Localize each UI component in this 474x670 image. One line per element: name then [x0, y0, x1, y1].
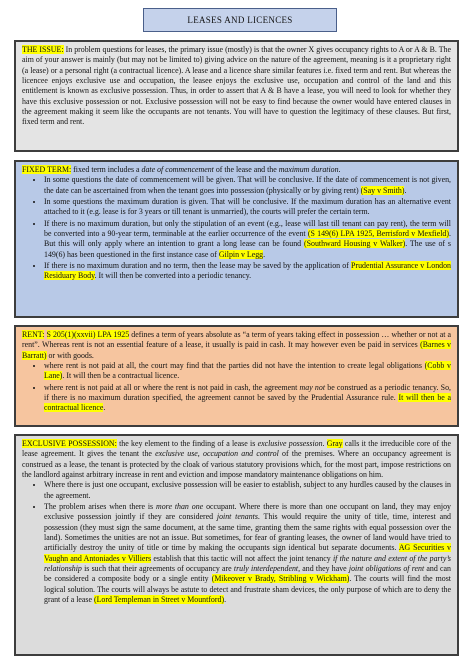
list-item-text: Where there is just one occupant, exclusive possession will be easier to establish, subject to any hurdles caused by the clauses in the agreement.	[44, 480, 451, 500]
list-item-text: .	[103, 403, 106, 413]
rent-section	[14, 325, 459, 427]
list-item-text: If there is no maximum duration, but only the stipulation of an event (e.g., lease will last till tenant can pay rent), the term will be converted into a 90-year term, terminable at the earlier occurrence of the event	[44, 218, 451, 239]
case-citation: (S 149(6) LPA 1925, Berrisford v Mexfield)	[307, 229, 449, 239]
list-item-text: In some questions the maximum duration is given. That will be conclusive. If the maximum duration has an alternative event attached to it (e.g. lease is for 3 years or till tenant is unmarried), the courts will prefer the certain term.	[44, 197, 451, 217]
rent-intro-text: defines a term of years absolute as “a term of years taking effect in possession … whether or not at a rent”. Whereas rent is not an essential feature of a lease, it usually is paid in cash. It may however even be paid in services	[22, 330, 451, 350]
list-item	[44, 361, 451, 382]
list-item	[44, 261, 451, 282]
list-item-text: .	[263, 249, 266, 259]
case-citation: AG Securities v Vaughn and Antoniades v Villiers	[44, 543, 451, 563]
fixed-term-intro-text: fixed term includes a	[71, 165, 142, 174]
list-item	[44, 197, 451, 218]
list-item-text: .	[404, 185, 407, 195]
rent-label: RENT:	[22, 330, 45, 339]
emphasis-text: if the nature and extent of the party’s relationship	[44, 553, 452, 574]
issue-paragraph	[22, 45, 451, 128]
case-citation: (Southward Housing v Walker)	[303, 239, 406, 249]
fixed-term-intro-text: .	[338, 165, 341, 174]
fixed-term-label: FIXED TERM:	[22, 165, 72, 174]
emphasis-text: maximum duration	[278, 165, 339, 174]
list-item-text: where rent is not paid at all or where the rent is not paid in cash, the agreement	[44, 382, 300, 392]
list-item-text: .	[224, 595, 227, 605]
list-item-text: and can be considered a composite body or a single entity	[44, 564, 451, 584]
case-citation: (Mikeover v Brady, Stribling v Wickham)	[211, 574, 350, 584]
list-item-text: . This would require the unity of title, time, interest and possession (they must sign the same document, at the same time, granting them the same rights with equal possession over the land). Sometimes the unities are not an issue. But sometimes, for fear of granting leases, the owner of land would have tried to artificially destroy the unity of title or time by making the occupants sign identical but separate documents.	[44, 512, 451, 553]
exclusive-intro-text: the key element to the finding of a lease is	[116, 439, 258, 448]
list-item-text: . But this will only apply where an intention to grant a long lease can be found	[44, 229, 451, 249]
issue-section	[14, 40, 459, 152]
list-item-text: be construed as a periodic tenancy. So, if there is no maximum duration specified, the agreement cannot be saved by the Prudential Assurance rule.	[44, 382, 451, 403]
exclusive-list	[22, 480, 451, 605]
page-title: LEASES AND LICENCES	[143, 8, 337, 32]
list-item-text: . It will then be a contractual licence.	[62, 371, 180, 381]
list-item-text: establish that this tactic will not affect the joint tenancy	[151, 553, 333, 563]
case-citation: Gray	[326, 439, 343, 448]
fixed-term-intro	[22, 165, 451, 175]
list-item-text: occupant. Where there is more than one occupant on land, they may enjoy exclusive possession jointly if they are considered	[44, 502, 451, 522]
case-citation: Prudential Assurance v London Residuary Body	[44, 261, 451, 281]
list-item	[44, 219, 451, 260]
statute-citation: S 205(1)(xxvii) LPA 1925	[46, 330, 130, 339]
exclusive-intro-text: of the premises. Where an occupancy agreement is construed as a lease, the tenant is protected by the cloak of various statutory provisions which, for the most part, impose restrictions on the landlord against arbitrary increase in rent and eviction and impose mandatory maintenance obligations on him.	[22, 449, 451, 480]
emphasis-text: exclusive possession	[257, 439, 323, 448]
exclusive-intro-text: calls it the irreducible core of the lease agreement. It gives the tenant the	[22, 439, 451, 459]
case-citation: (Say v Smith)	[360, 185, 405, 195]
list-item-text: . The courts will find the most logical solution. The courts will always be astute to detect and frustrate sham devices, the only purpose of which are to deny the grant of a lease	[44, 574, 451, 605]
list-item	[44, 175, 451, 196]
exclusive-possession-section	[14, 434, 459, 656]
list-item-text: . It will then be converted into a periodic tenancy.	[94, 271, 252, 281]
issue-label: THE ISSUE:	[22, 45, 64, 54]
exclusive-label: EXCLUSIVE POSSESSION:	[22, 439, 117, 448]
list-item	[44, 480, 451, 501]
case-citation: Gilpin v Legg	[218, 249, 264, 259]
rent-list	[22, 361, 451, 414]
case-citation: (Lord Templeman in Street v Mountford)	[93, 595, 225, 605]
list-item	[44, 502, 451, 605]
emphasis-text: truly interdependent	[233, 564, 299, 574]
list-item-text: In some questions the date of commencement will be given. That will be conclusive. If the date of commencement is not given, the date can be ascertained from when the tenant goes into possession (physically or by giving rent)	[44, 175, 451, 195]
fixed-term-section	[14, 160, 459, 318]
fixed-term-list	[22, 175, 451, 281]
list-item-text: , and they have	[298, 564, 349, 574]
emphasis-text: more than one	[156, 502, 204, 512]
emphasis-text: may not	[299, 382, 326, 392]
rent-intro-text: or with goods.	[46, 350, 94, 360]
list-item-text: is such that their agreements of occupancy are	[81, 564, 234, 574]
highlighted-text: It will then be a contractual licence	[44, 393, 451, 413]
emphasis-text: date of commencement	[141, 165, 214, 174]
list-item	[44, 383, 451, 414]
emphasis-text: joint tenants	[216, 512, 258, 522]
exclusive-intro-text: .	[322, 439, 327, 448]
case-citation: (Barnes v Barratt)	[22, 340, 451, 360]
list-item-text: The problem arises when there is	[44, 502, 157, 512]
case-citation: (Cobb v Lane)	[44, 361, 451, 381]
fixed-term-intro-text: of the lease and the	[213, 165, 279, 174]
list-item-text: If there is no maximum duration and no term, then the lease may be saved by the application of	[44, 261, 352, 271]
issue-text: In problem questions for leases, the primary issue (mostly) is that the owner X gives occupancy rights to A or A & B. The aim of your answer is mainly (but may not be limited to) giving advice on the nature of the agreement, meaning is it a proprietary right (a lease) or a personal right (a contractual licence). A lease and a licence share similar features i.e. fixed term and rent. But whereas the licencee enjoys exclusive use and occupation, the leasee enjoys the exclusive use, occupation and control of the land and this entitlement is known as exclusive possession. Thus, in order to assert that A & B have a lease, you will need to look for whether they have this exclusive possession or not. Exclusive possession will not be easy to find because the owner would have entered clauses in the agreement making it seem like the occupants are not tenants. You will have to question the legitimacy of these clauses. But first, fixed term and rent.	[22, 45, 451, 127]
emphasis-text: exclusive use, occupation and control	[155, 449, 279, 459]
rent-intro	[22, 330, 451, 361]
list-item-text: where rent is not paid at all, the court may find that the parties did not have the intention to create legal obligations	[44, 361, 425, 371]
exclusive-intro	[22, 439, 451, 480]
emphasis-text: joint obligations of rent	[348, 564, 425, 574]
list-item-text: . The use of s 149(6) has been questioned in the first instance case of	[44, 239, 452, 259]
